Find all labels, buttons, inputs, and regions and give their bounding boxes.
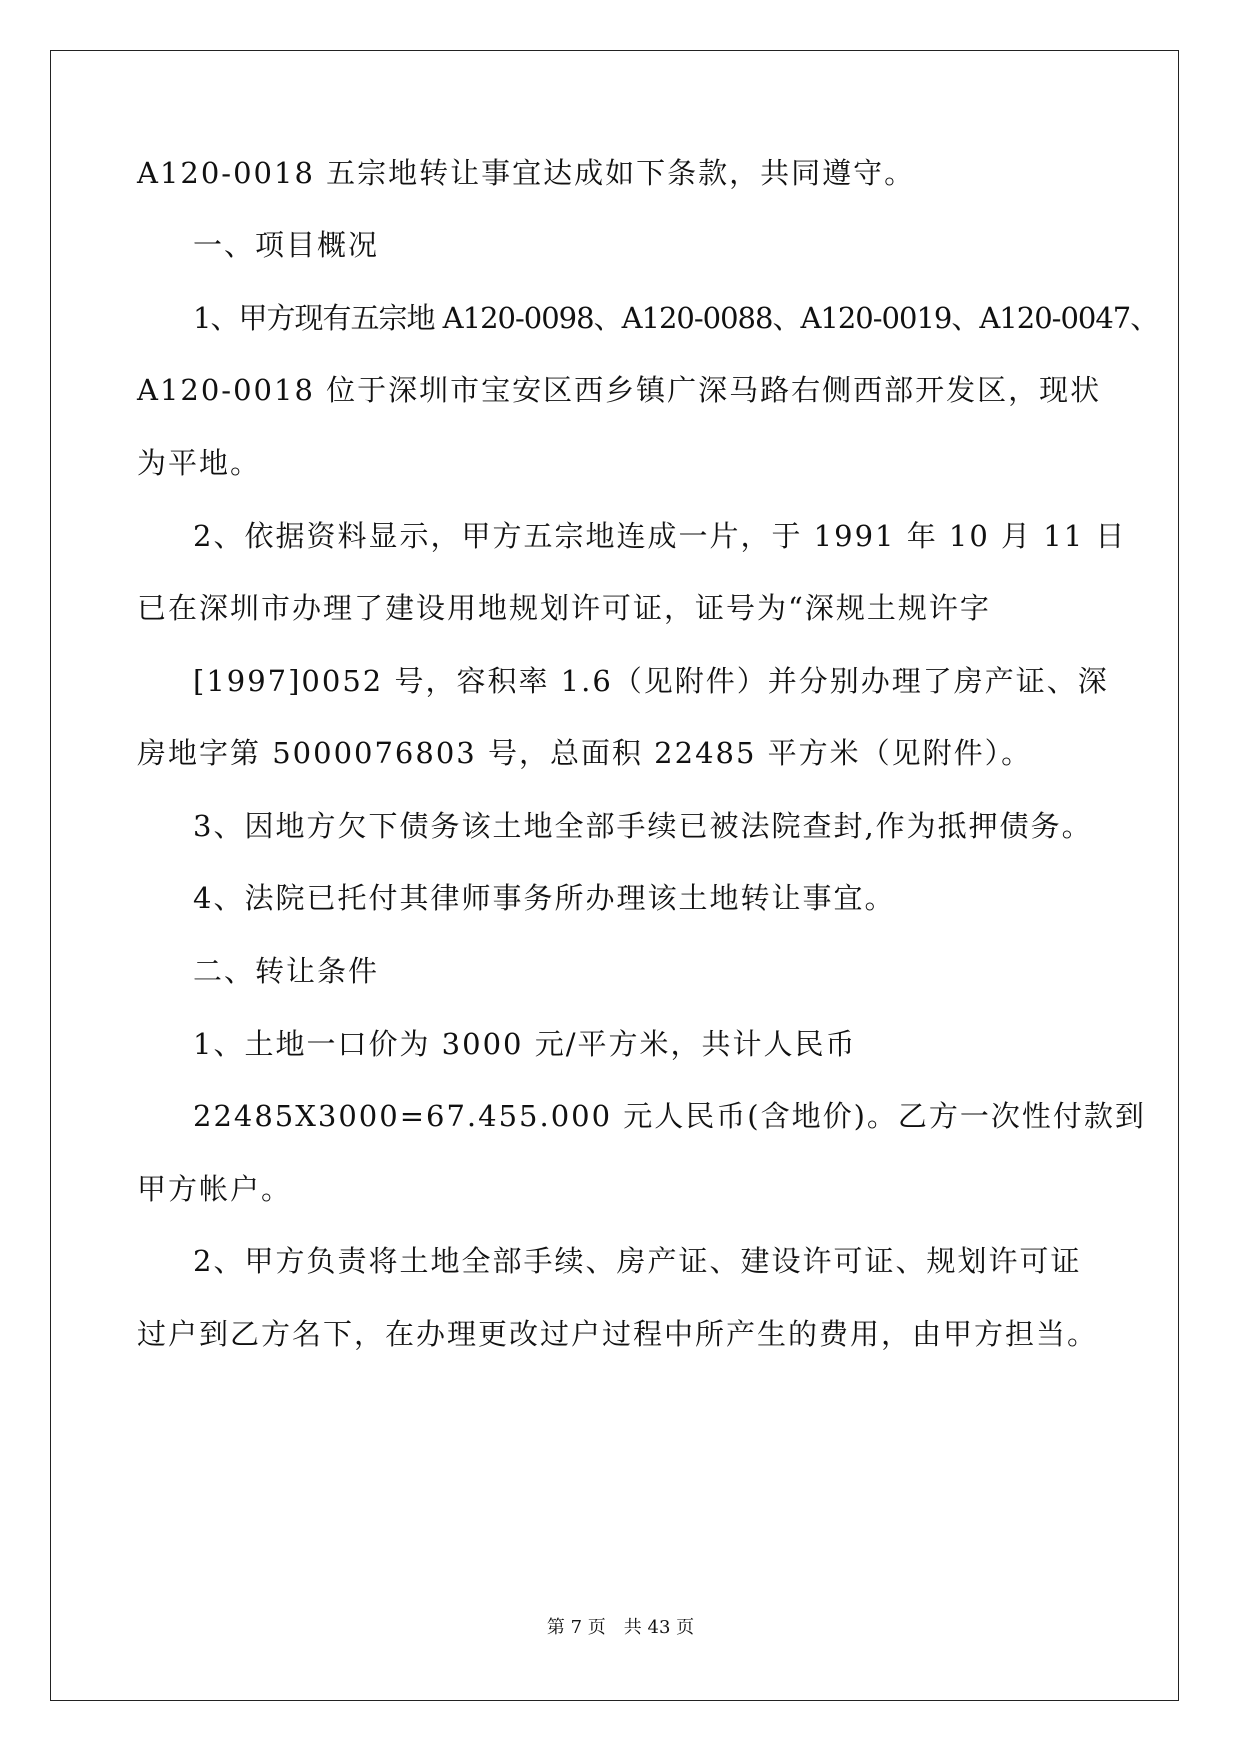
section-heading: 二、转让条件 <box>193 954 380 988</box>
paragraph-line: [1997]0052 号，容积率 1.6（见附件）并分别办理了房产证、深 <box>193 664 1109 698</box>
paragraph-line: 2、依据资料显示，甲方五宗地连成一片，于 1991 年 10 月 11 日 <box>193 519 1127 553</box>
section-heading: 一、项目概况 <box>193 228 380 262</box>
paragraph-line: 1、土地一口价为 3000 元/平方米，共计人民币 <box>193 1027 857 1061</box>
page-number-footer: 第 7 页 共 43 页 <box>546 1617 695 1638</box>
paragraph-line: 2、甲方负责将土地全部手续、房产证、建设许可证、规划许可证 <box>193 1244 1082 1278</box>
paragraph-line: 3、因地方欠下债务该土地全部手续已被法院查封,作为抵押债务。 <box>193 809 1093 843</box>
paragraph-line: 1、甲方现有五宗地 A120-0098、A120-0088、A120-0019、A120-0047、 <box>193 301 1159 335</box>
paragraph-line: 甲方帐户。 <box>137 1172 293 1206</box>
paragraph-line: 已在深圳市办理了建设用地规划许可证，证号为“深规土规许字 <box>137 591 991 625</box>
paragraph-line: A120-0018 五宗地转让事宜达成如下条款，共同遵守。 <box>137 156 916 190</box>
paragraph-line: 22485X3000=67.455.000 元人民币(含地价)。乙方一次性付款到 <box>193 1099 1146 1133</box>
paragraph-line: 4、法院已托付其律师事务所办理该土地转让事宜。 <box>193 881 896 915</box>
paragraph-line: 为平地。 <box>137 446 262 480</box>
paragraph-line: 过户到乙方名下，在办理更改过户过程中所产生的费用，由甲方担当。 <box>137 1317 1099 1351</box>
paragraph-line: A120-0018 位于深圳市宝安区西乡镇广深马路右侧西部开发区，现状 <box>137 373 1102 407</box>
paragraph-line: 房地字第 5000076803 号，总面积 22485 平方米（见附件）。 <box>137 736 1033 770</box>
